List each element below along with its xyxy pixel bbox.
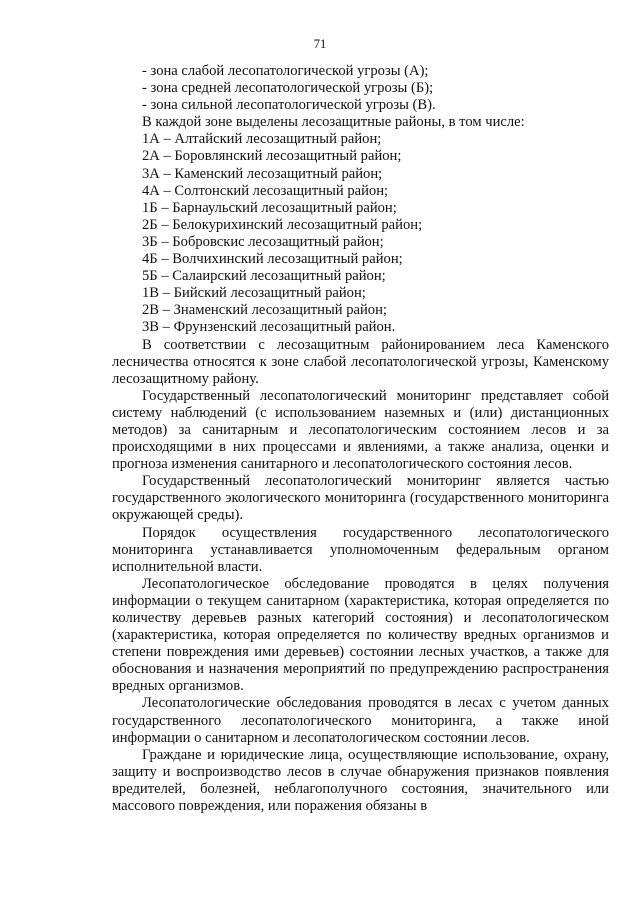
paragraph-citizens-obligations: Граждане и юридические лица, осуществляющие использование, охрану, защиту и воспроизводство лесов в случае обнаружения признаков появления вредителей, болезней, неблагополучного состояния, значительного или массового повреждения, или поражения обязаны в [112, 746, 609, 815]
district-2v: 2В – Знаменский лесозащитный район; [142, 302, 387, 319]
paragraph-survey-purpose: Лесопатологическое обследование проводятся в целях получения информации о текущем санитарном (характеристика, которая определяется по количеству деревьев разных категорий состояния) и лесопатологическом (характеристика, которая определяется по количеству вредных организмов и степени повреждения ими деревьев) состоянии лесных участков, а также для обоснования и назначения мероприятий по предупреждению распространения вредных организмов. [112, 575, 609, 695]
district-2a: 2А – Боровлянский лесозащитный район; [142, 148, 402, 165]
paragraph-survey-data: Лесопатологические обследования проводятся в лесах с учетом данных государственного лесопатологического мониторинга, а также иной информации о санитарном и лесопатологическом состоянии лесов. [112, 695, 609, 746]
district-3v: 3В – Фрунзенский лесозащитный район. [142, 319, 396, 336]
district-1a: 1А – Алтайский лесозащитный район; [142, 131, 382, 148]
district-3b: 3Б – Бобровскис лесозащитный район; [142, 233, 384, 250]
page-number: 71 [313, 37, 327, 51]
district-1b: 1Б – Барнаульский лесозащитный район; [142, 199, 397, 216]
district-4a: 4А – Солтонский лесозащитный район; [142, 182, 389, 199]
paragraph-monitoring-definition: Государственный лесопатологический мониторинг представляет собой систему наблюдений (с использованием наземных и (или) дистанционных методов) за санитарным и лесопатологическим состоянием лесов и за происходящими в них процессами и явлениями, а также анализа, оценки и прогноза изменения санитарного и лесопатологического состояния лесов. [112, 387, 609, 473]
zone-line-medium: - зона средней лесопатологической угрозы (Б); [142, 80, 434, 97]
districts-intro: В каждой зоне выделены лесозащитные районы, в том числе: [142, 114, 525, 131]
zone-line-weak: - зона слабой лесопатологической угрозы (А); [142, 63, 429, 79]
page-content [112, 63, 609, 815]
paragraph-monitoring-part: Государственный лесопатологический мониторинг является частью государственного экологического мониторинга (государственного мониторинга окружающей среды). [112, 473, 609, 524]
district-5b: 5Б – Салаирский лесозащитный район; [142, 268, 386, 285]
paragraph-zoning: В соответствии с лесозащитным районированием леса Каменского лесничества относятся к зоне слабой лесопатологической угрозы, Каменскому лесозащитному району. [112, 336, 609, 387]
district-1v: 1В – Бийский лесозащитный район; [142, 285, 366, 302]
district-4b: 4Б – Волчихинский лесозащитный район; [142, 251, 403, 268]
district-2b: 2Б – Белокурихинский лесозащитный район; [142, 216, 423, 233]
district-3a: 3А – Каменский лесозащитный район; [142, 165, 383, 182]
paragraph-monitoring-procedure: Порядок осуществления государственного лесопатологического мониторинга устанавливается уполномоченным федеральным органом исполнительной власти. [112, 524, 609, 575]
zone-line-strong: - зона сильной лесопатологической угрозы (В). [142, 97, 436, 114]
